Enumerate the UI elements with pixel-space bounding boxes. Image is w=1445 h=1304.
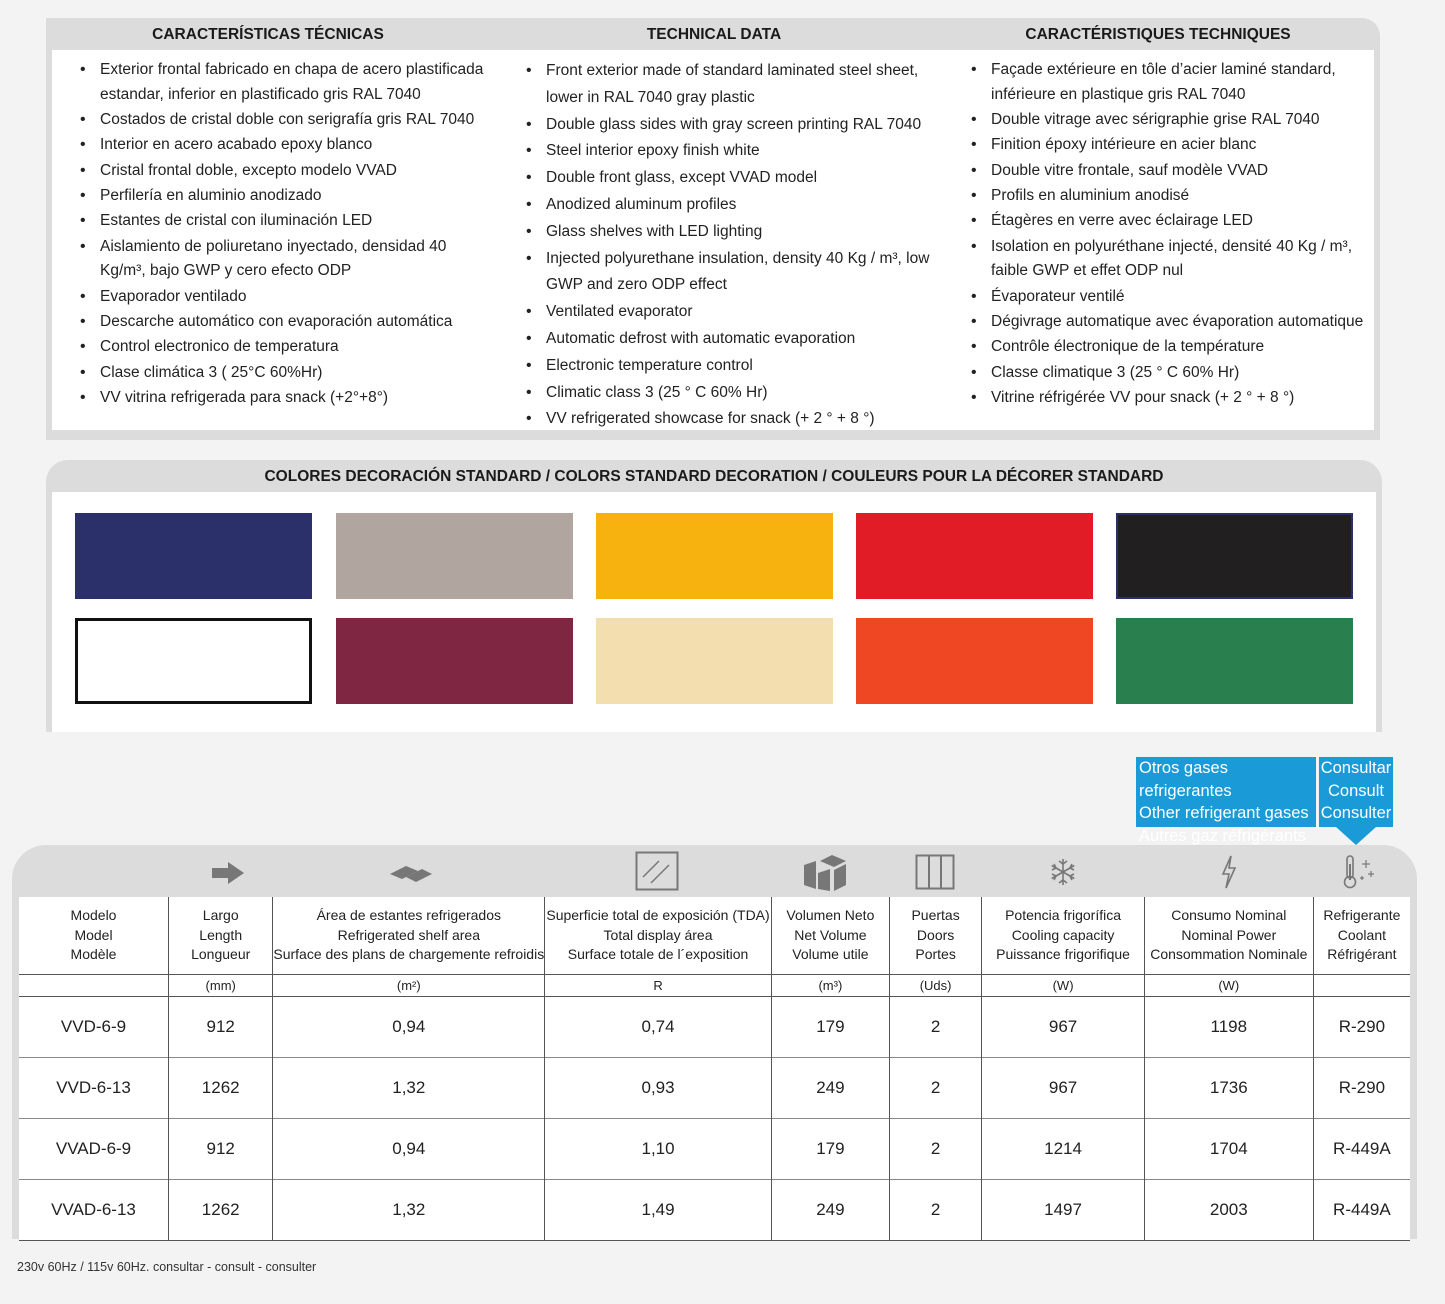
- unit-cell: R: [545, 975, 772, 997]
- table-header-cell: [771, 897, 889, 975]
- table-cell: 2003: [1144, 1180, 1313, 1241]
- header-line: Longueur: [191, 946, 251, 963]
- table-row: [19, 1058, 1410, 1119]
- table-cell: 179: [771, 997, 889, 1058]
- list-item: • Profils en aluminium anodisé: [957, 184, 1377, 209]
- table-cell: 1198: [1144, 997, 1313, 1058]
- table-cell: 1736: [1144, 1058, 1313, 1119]
- technical-list-es: [66, 58, 486, 411]
- table-cell: 1214: [982, 1119, 1145, 1180]
- table-cell: VVD-6-9: [19, 997, 169, 1058]
- badge-line-es: Otros gases refrigerantes: [1139, 759, 1232, 800]
- color-swatch: [336, 618, 573, 704]
- badge-pointer-icon: [1336, 827, 1376, 845]
- list-item: • Double vitre frontale, sauf modèle VVAD: [957, 159, 1377, 184]
- list-item: • Évaporateur ventilé: [957, 285, 1377, 310]
- color-swatch: [856, 513, 1093, 599]
- table-header-cell: [1144, 897, 1313, 975]
- unit-cell: (m³): [771, 975, 889, 997]
- header-line: Volume utile: [792, 946, 869, 963]
- list-item: • Perfilería en aluminio anodizado: [66, 184, 486, 209]
- header-line: Refrigerated shelf area: [337, 926, 480, 943]
- other-refrigerants-badge: [1136, 757, 1316, 845]
- table-cell: 1,10: [545, 1119, 772, 1180]
- list-item: • Automatic defrost with automatic evaporation: [512, 326, 932, 353]
- list-item: • Costados de cristal doble con serigrafía gris RAL 7040: [66, 108, 486, 133]
- header-line: Total display área: [603, 926, 713, 943]
- header-line: Portes: [915, 946, 956, 963]
- glass-area-icon: [635, 851, 679, 891]
- table-header-cell: [19, 897, 169, 975]
- table-cell: 0,74: [545, 997, 772, 1058]
- lightning-icon: [1219, 854, 1239, 890]
- list-item: • Classe climatique 3 (25 ° C 60% Hr): [957, 361, 1377, 386]
- table-row: [19, 1180, 1410, 1241]
- consult-fr: Consulter: [1320, 804, 1392, 822]
- snowflake-icon: [1048, 857, 1078, 887]
- header-line: Nominal Power: [1181, 926, 1277, 943]
- table-row: [19, 997, 1410, 1058]
- table-cell: R-449A: [1313, 1119, 1410, 1180]
- list-item: • Estantes de cristal con iluminación LED: [66, 209, 486, 234]
- consult-badge: [1319, 757, 1393, 827]
- colors-title: COLORES DECORACIÓN STANDARD / COLORS STANDARD DECORATION / COULEURS POUR LA DÉCORER STANDARD: [264, 468, 1164, 485]
- table-cell: VVAD-6-13: [19, 1180, 169, 1241]
- technical-title-fr: CARACTÉRISTIQUES TECHNIQUES: [1025, 26, 1291, 43]
- header-line: Net Volume: [794, 926, 867, 943]
- unit-cell: [19, 975, 169, 997]
- list-item: • Étagères en verre avec éclairage LED: [957, 209, 1377, 234]
- table-cell: 1,32: [273, 1180, 545, 1241]
- list-item: • Clase climática 3 ( 25°C 60%Hr): [66, 361, 486, 386]
- header-line: Model: [74, 926, 113, 943]
- list-item: • Control electronico de temperatura: [66, 335, 486, 360]
- header-line: Surface totale de l´exposition: [567, 946, 749, 963]
- header-line: Surface des plans de chargemente refroidis: [273, 946, 545, 963]
- header-line: Puissance frigorifique: [996, 946, 1130, 963]
- header-line: Puertas: [911, 907, 960, 924]
- header-line: Consumo Nominal: [1171, 907, 1287, 924]
- shelf-icon: [388, 862, 434, 886]
- doors-icon: [915, 854, 955, 890]
- table-header-cell: [982, 897, 1145, 975]
- table-cell: 1704: [1144, 1119, 1313, 1180]
- list-item: • Double glass sides with gray screen printing RAL 7040: [512, 112, 932, 139]
- cube-icon: [802, 853, 848, 893]
- list-item: • Descarche automático con evaporación automática: [66, 310, 486, 335]
- color-swatch: [75, 513, 312, 599]
- list-item: • Front exterior made of standard laminated steel sheet, lower in RAL 7040 gray plastic: [512, 58, 932, 112]
- thermometer-icon: [1342, 854, 1378, 890]
- list-item: • Finition époxy intérieure en acier blanc: [957, 133, 1377, 158]
- table-cell: 2: [889, 1058, 981, 1119]
- header-line: Largo: [202, 907, 239, 924]
- table-cell: 1262: [169, 1058, 273, 1119]
- unit-cell: [1313, 975, 1410, 997]
- consult-es: Consultar: [1320, 759, 1392, 777]
- table-header-cell: [273, 897, 545, 975]
- table-cell: R-290: [1313, 997, 1410, 1058]
- technical-data-panel: [46, 18, 1380, 440]
- header-line: Réfrigérant: [1327, 946, 1397, 963]
- consult-en: Consult: [1328, 781, 1384, 800]
- table-cell: 1262: [169, 1180, 273, 1241]
- table-header-row: [19, 897, 1410, 975]
- list-item: • Ventilated evaporator: [512, 299, 932, 326]
- list-item: • Dégivrage automatique avec évaporation automatique: [957, 310, 1377, 335]
- list-item: • Injected polyurethane insulation, density 40 Kg / m³, low GWP and zero ODP effect: [512, 246, 932, 300]
- technical-list-fr: [957, 58, 1377, 411]
- list-item: • Vitrine réfrigérée VV pour snack (+ 2 ° + 8 °): [957, 386, 1377, 411]
- table-header-cell: [889, 897, 981, 975]
- header-line: Consommation Nominale: [1150, 946, 1308, 963]
- colors-panel: [46, 460, 1382, 732]
- color-swatch: [856, 618, 1093, 704]
- technical-list-en: [512, 58, 932, 433]
- color-swatch: [596, 618, 833, 704]
- list-item: • VV refrigerated showcase for snack (+ 2 ° + 8 °): [512, 406, 932, 433]
- table-cell: 179: [771, 1119, 889, 1180]
- table-cell: 2: [889, 997, 981, 1058]
- header-line: Potencia frigorífica: [1005, 907, 1122, 924]
- arrow-icon: [210, 860, 246, 886]
- color-swatch: [1116, 513, 1353, 599]
- table-units-row: [19, 975, 1410, 997]
- list-item: • Exterior frontal fabricado en chapa de acero plastificada estandar, inferior en plastificado gris RAL 7040: [66, 58, 486, 108]
- table-cell: VVD-6-13: [19, 1058, 169, 1119]
- footnote: 230v 60Hz / 115v 60Hz. consultar - consult - consulter: [17, 1260, 317, 1274]
- badge-line-en: Other refrigerant gases: [1139, 804, 1309, 822]
- table-cell: 0,94: [273, 997, 545, 1058]
- color-swatch: [1116, 618, 1353, 704]
- color-swatch: [75, 618, 312, 704]
- header-line: Modelo: [70, 907, 117, 924]
- list-item: • Glass shelves with LED lighting: [512, 219, 932, 246]
- list-item: • Interior en acero acabado epoxy blanco: [66, 133, 486, 158]
- table-cell: R-449A: [1313, 1180, 1410, 1241]
- list-item: • Cristal frontal doble, excepto modelo VVAD: [66, 159, 486, 184]
- table-cell: 2: [889, 1119, 981, 1180]
- header-line: Length: [199, 926, 243, 943]
- header-line: Volumen Neto: [786, 907, 875, 924]
- table-cell: 967: [982, 1058, 1145, 1119]
- list-item: • Double front glass, except VVAD model: [512, 165, 932, 192]
- table-cell: 0,93: [545, 1058, 772, 1119]
- unit-cell: (W): [1144, 975, 1313, 997]
- list-item: • Double vitrage avec sérigraphie grise RAL 7040: [957, 108, 1377, 133]
- header-line: Superficie total de exposición (TDA): [546, 907, 770, 924]
- spec-table-rows: [19, 897, 1410, 1241]
- table-cell: R-290: [1313, 1058, 1410, 1119]
- list-item: • Climatic class 3 (25 ° C 60% Hr): [512, 380, 932, 407]
- table-cell: 1,49: [545, 1180, 772, 1241]
- list-item: • Steel interior epoxy finish white: [512, 138, 932, 165]
- table-cell: 249: [771, 1058, 889, 1119]
- header-line: Modèle: [70, 946, 117, 963]
- table-cell: 912: [169, 1119, 273, 1180]
- table-row: [19, 1119, 1410, 1180]
- table-cell: 249: [771, 1180, 889, 1241]
- table-cell: VVAD-6-9: [19, 1119, 169, 1180]
- table-cell: 2: [889, 1180, 981, 1241]
- table-header-cell: [545, 897, 772, 975]
- list-item: • Isolation en polyuréthane injecté, densité 40 Kg / m³, faible GWP et effet ODP nul: [957, 235, 1377, 285]
- unit-cell: (Uds): [889, 975, 981, 997]
- header-line: Área de estantes refrigerados: [316, 907, 502, 924]
- header-line: Coolant: [1337, 926, 1386, 943]
- table-cell: 1,32: [273, 1058, 545, 1119]
- list-item: • Electronic temperature control: [512, 353, 932, 380]
- table-header-cell: [1313, 897, 1410, 975]
- list-item: • VV vitrina refrigerada para snack (+2°+8°): [66, 386, 486, 411]
- table-cell: 1497: [982, 1180, 1145, 1241]
- header-line: Refrigerante: [1323, 907, 1401, 924]
- technical-title-en: TECHNICAL DATA: [646, 26, 782, 43]
- color-swatch: [336, 513, 573, 599]
- list-item: • Anodized aluminum profiles: [512, 192, 932, 219]
- badge-line-fr: Autres gaz réfrigérants: [1139, 826, 1306, 845]
- unit-cell: (m²): [273, 975, 545, 997]
- technical-title-es: CARACTERÍSTICAS TÉCNICAS: [152, 26, 384, 43]
- unit-cell: (mm): [169, 975, 273, 997]
- table-cell: 967: [982, 997, 1145, 1058]
- unit-cell: (W): [982, 975, 1145, 997]
- color-swatch: [596, 513, 833, 599]
- list-item: • Contrôle électronique de la température: [957, 335, 1377, 360]
- table-header-cell: [169, 897, 273, 975]
- list-item: • Aislamiento de poliuretano inyectado, densidad 40 Kg/m³, bajo GWP y cero efecto ODP: [66, 235, 486, 285]
- header-line: Cooling capacity: [1011, 926, 1115, 943]
- spec-table: [19, 897, 1410, 1241]
- list-item: • Façade extérieure en tôle d’acier laminé standard, inférieure en plastique gris RAL 7040: [957, 58, 1377, 108]
- table-cell: 0,94: [273, 1119, 545, 1180]
- table-cell: 912: [169, 997, 273, 1058]
- header-line: Doors: [916, 926, 955, 943]
- list-item: • Evaporador ventilado: [66, 285, 486, 310]
